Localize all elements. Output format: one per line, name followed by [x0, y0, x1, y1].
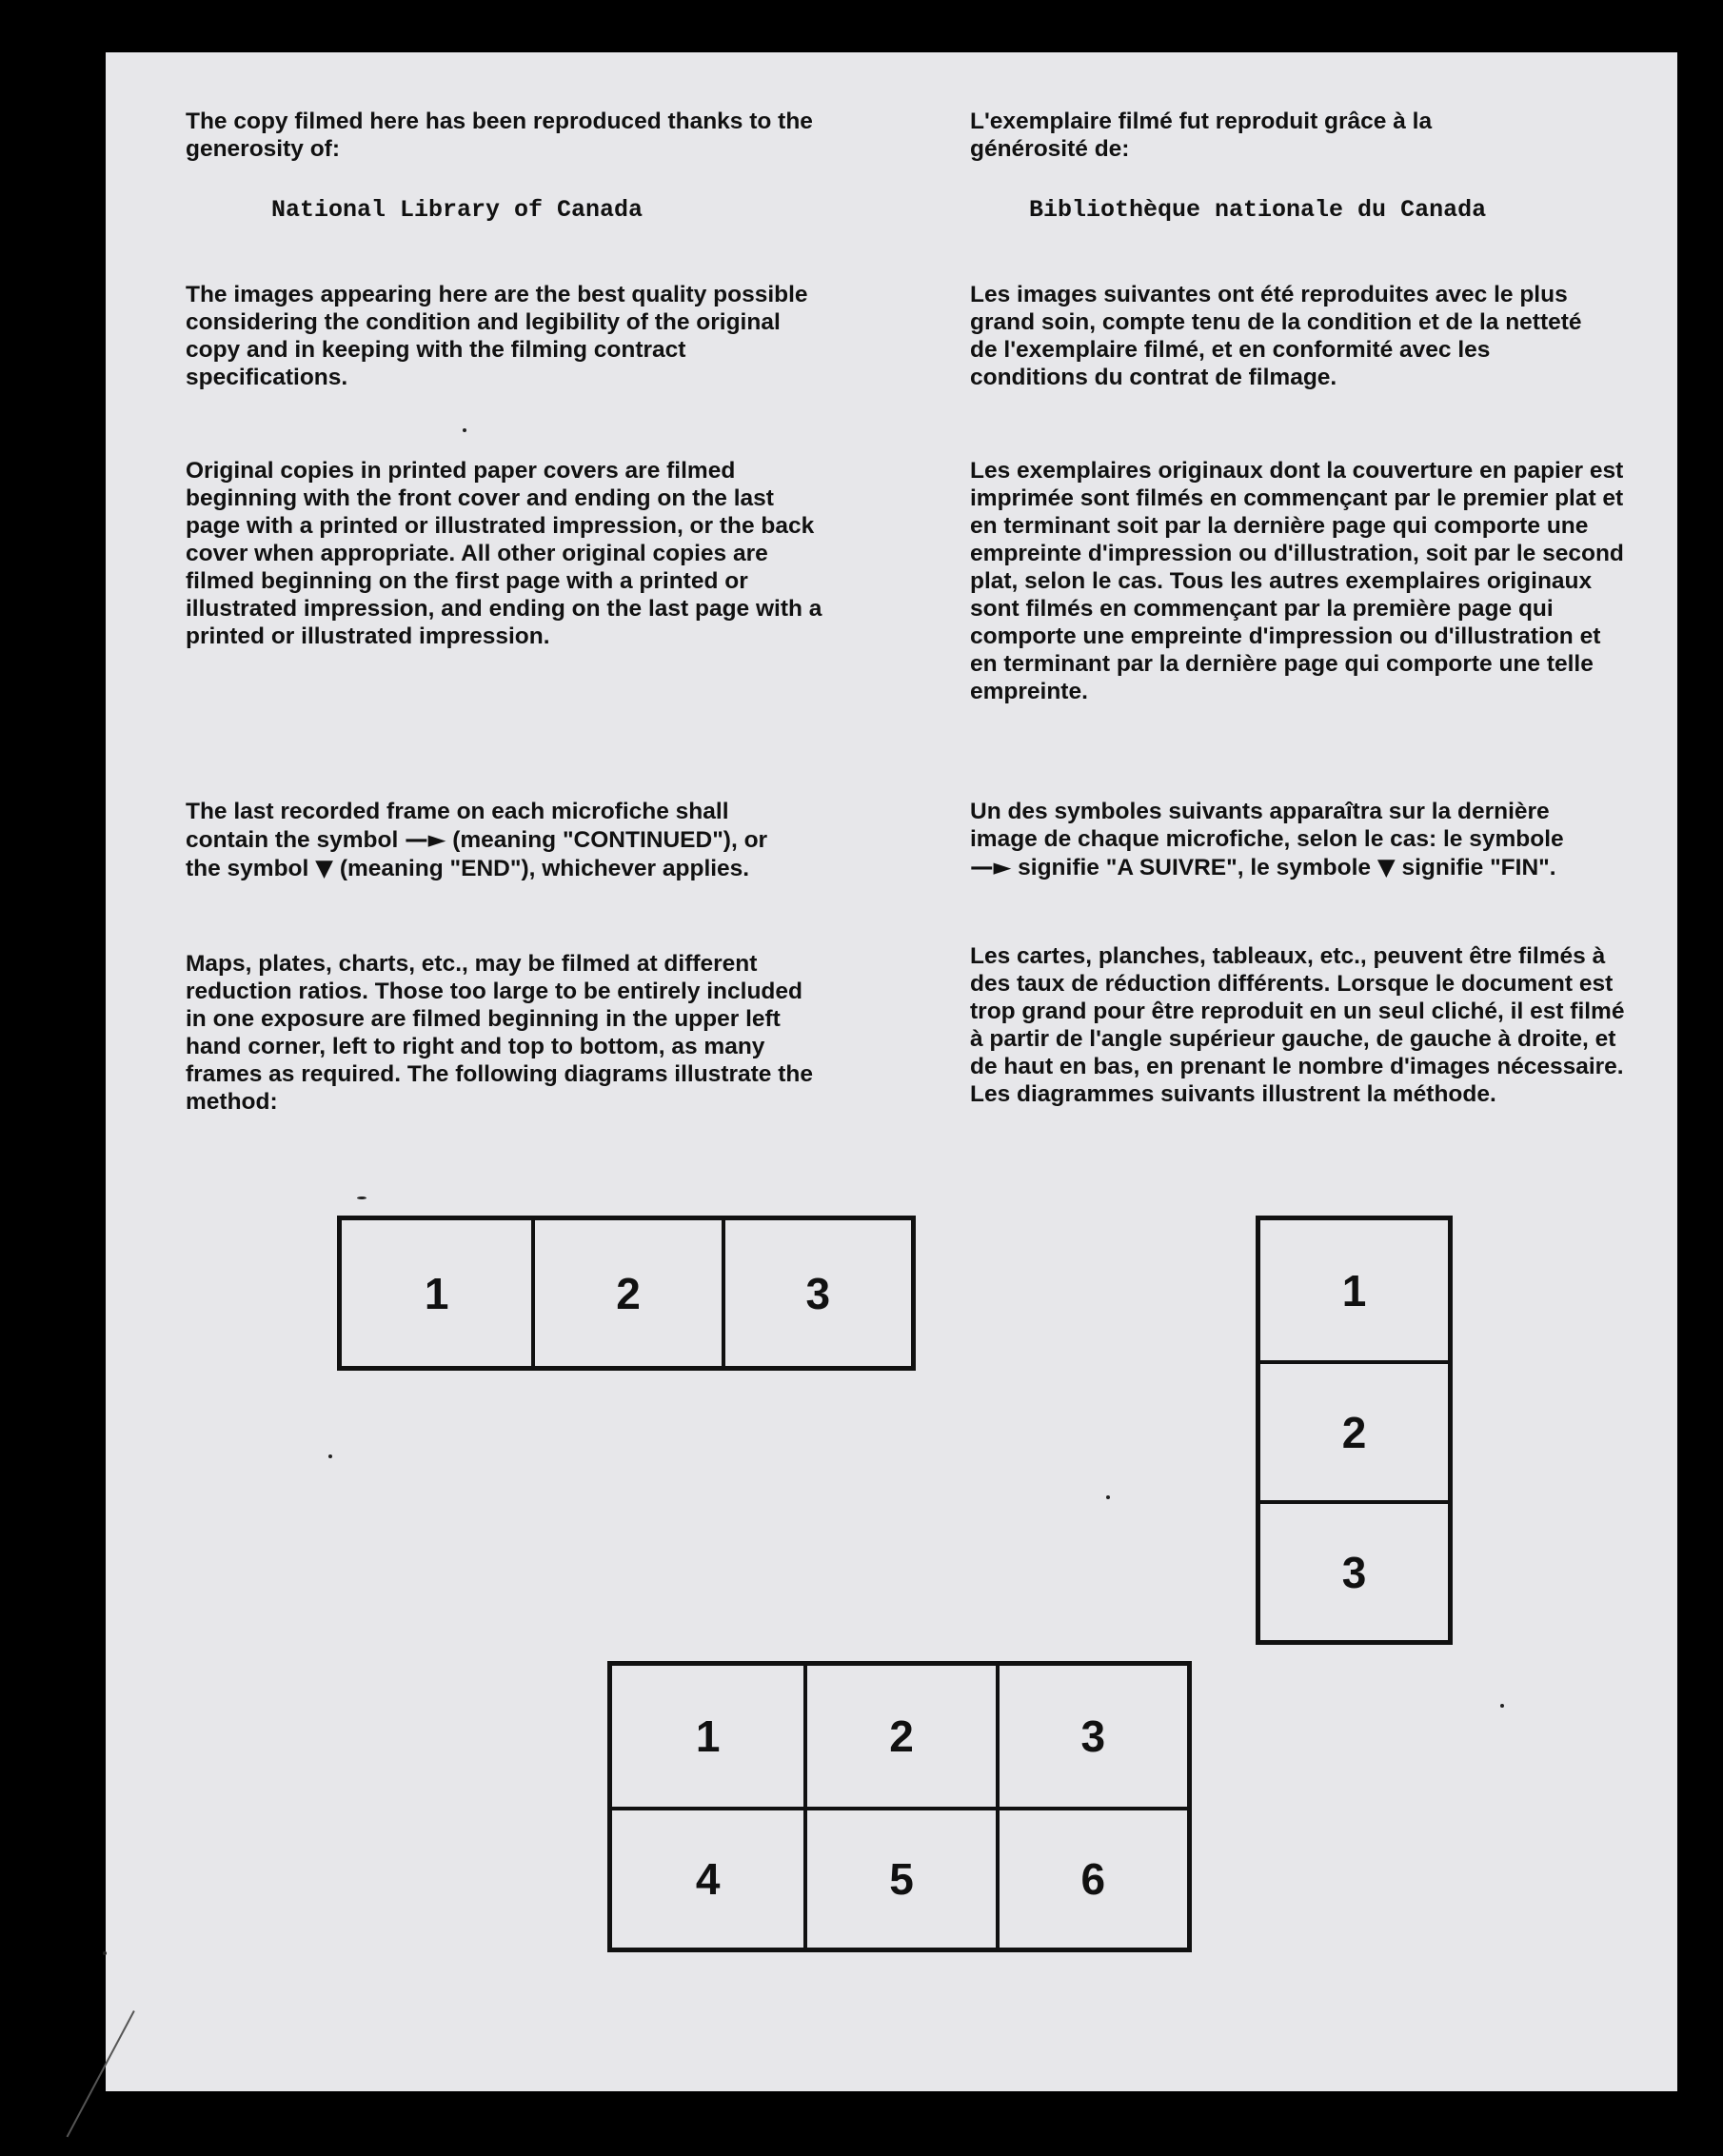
film-speck — [1106, 1495, 1110, 1499]
english-originals-text: Original copies in printed paper covers are filmed beginning with the front cover and ending on the last page with a printed or illustrated impression, or the back cover when appropriate. All other original copies are filmed beginning on the first page with a printed or illustrated impression, and ending on the last page with a printed or illustrated impression. — [186, 458, 822, 649]
frame-cell: 4 — [612, 1807, 803, 1948]
french-symbols-part1: Un des symboles suivants apparaîtra sur la dernière image de chaque microfiche, selon le cas: le symbole — [970, 799, 1564, 852]
english-symbols-text — [186, 798, 795, 882]
film-speck — [328, 1454, 332, 1458]
french-institution-name: Bibliothèque nationale du Canada — [1029, 196, 1487, 224]
film-speck — [103, 1951, 107, 1955]
french-maps-text: Les cartes, planches, tableaux, etc., peuvent être filmés à des taux de réduction différents. Lorsque le document est trop grand pour être reproduit en un seul cliché, il est filmé à partir de l'angle supérieur gauche, de gauche à droite, et de haut en bas, en prenant le nombre d'images nécessaire. Les diagrammes suivants illustrent la méthode. — [970, 943, 1625, 1107]
diagram-vertical-frames — [1256, 1216, 1453, 1645]
english-symbols-part1: The last recorded frame on each microfiche shall contain the symbol — [186, 799, 729, 853]
english-symbols-part3: (meaning "END"), whichever applies. — [339, 856, 750, 881]
english-quality-text: The images appearing here are the best quality possible considering the condition and legibility of the original copy and in keeping with the filming contract specifications. — [186, 282, 808, 390]
film-speck — [463, 428, 466, 432]
frame-cell: 1 — [695, 1711, 721, 1761]
english-maps-text: Maps, plates, charts, etc., may be filmed at different reduction ratios. Those too large to be entirely included in one exposure are filmed beginning in the upper left hand corner, left to right and top to bottom, as many frames as required. The following diagrams illustrate the method: — [186, 951, 813, 1115]
frame-cell: 1 — [1341, 1265, 1367, 1315]
microfiche-target-sheet — [106, 52, 1677, 2091]
frame-cell: 5 — [803, 1807, 995, 1948]
english-institution-name: National Library of Canada — [271, 196, 644, 224]
frame-cell: 2 — [803, 1666, 995, 1807]
frame-cell: 6 — [996, 1807, 1187, 1948]
english-symbols-part2: (meaning "CONTINUED"), or the symbol — [186, 827, 768, 881]
french-quality-text: Les images suivantes ont été reproduites avec le plus grand soin, compte tenu de la condition et de la netteté de l'exemplaire filmé, et en conformité avec les conditions du contrat de filmage. — [970, 282, 1582, 390]
continued-arrow-symbol: —► — [970, 853, 1012, 880]
french-originals-text: Les exemplaires originaux dont la couverture en papier est imprimée sont filmés en commençant par le premier plat et en terminant soit par la dernière page qui comporte une empreinte d'impression ou d'illustration, soit par le second plat, selon le cas. Tous les autres exemplaires originaux sont filmés en commençant par la première page qui comporte une empreinte d'impression ou d'illustration et en terminant par la dernière page qui comporte une telle empreinte. — [970, 458, 1624, 704]
frame-cell: 2 — [531, 1220, 721, 1366]
english-thanks-text: The copy filmed here has been reproduced thanks to the generosity of: — [186, 109, 813, 162]
french-symbols-part2: signifie "A SUIVRE", le symbole — [1018, 855, 1372, 880]
french-symbols-part3: signifie "FIN". — [1401, 855, 1556, 880]
frame-cell: 2 — [1260, 1360, 1448, 1500]
film-speck — [357, 1197, 366, 1199]
french-symbols-text — [970, 798, 1589, 881]
end-triangle-symbol: ▼ — [1376, 853, 1396, 880]
frame-cell: 3 — [996, 1666, 1187, 1807]
frame-cell: 3 — [722, 1220, 911, 1366]
diagram-grid-frames — [607, 1661, 1192, 1952]
diagram-horizontal-frames — [337, 1216, 916, 1371]
film-speck — [1500, 1704, 1504, 1708]
french-thanks-text: L'exemplaire filmé fut reproduit grâce à la générosité de: — [970, 109, 1433, 162]
end-triangle-symbol: ▼ — [315, 854, 333, 881]
continued-arrow-symbol: —► — [405, 825, 446, 853]
frame-cell: 1 — [424, 1268, 449, 1318]
frame-cell: 3 — [1260, 1500, 1448, 1640]
